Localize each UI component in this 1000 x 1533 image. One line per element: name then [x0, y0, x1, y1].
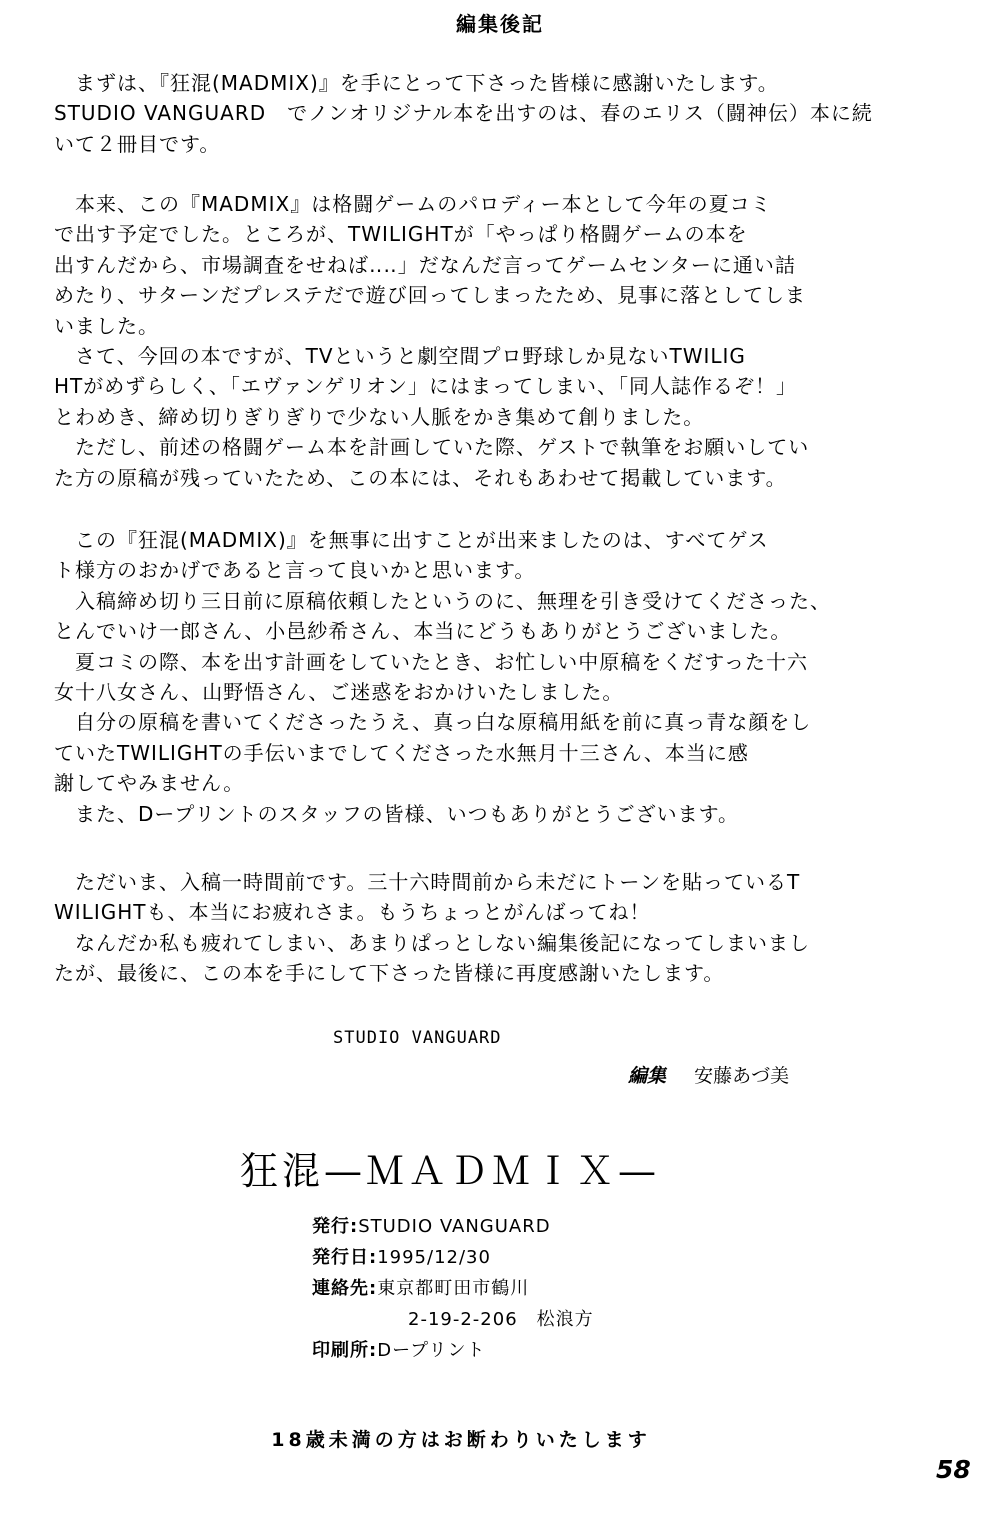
colophon-row — [312, 1335, 594, 1366]
text-line: なんだか私も疲れてしまい、あまりぱっとしない編集後記になってしまいまし — [54, 930, 810, 955]
editor-role-label: 編集 — [628, 1065, 667, 1087]
colophon-value: STUDIO VANGUARD — [358, 1216, 551, 1237]
text-line: とわめき、締め切りぎりぎりで少ない人脈をかき集めて創りました。 — [54, 404, 705, 429]
text-line: 謝してやみません。 — [54, 771, 245, 796]
age-restriction-notice: 18歳未満の方はお断わりいたします — [271, 1429, 651, 1451]
text-line: HTがめずらしく、「エヴァンゲリオン」にはまってしまい、「同人誌作るぞ！」 — [54, 374, 798, 399]
paragraph-closing — [54, 867, 954, 989]
text-line: いて２冊目です。 — [54, 131, 221, 156]
text-line: まずは、『狂混(MADMIX)』を手にとって下さった皆様に感謝いたします。 — [54, 71, 779, 95]
signature-studio: STUDIO VANGUARD — [333, 1028, 502, 1048]
text-line: ト様方のおかげであると言って良いかと思います。 — [54, 558, 536, 583]
text-line: さて、今回の本ですが、TVというと劇空間プロ野球しか見ないTWILIG — [54, 343, 746, 368]
text-line: また、Dープリントのスタッフの皆様、いつもありがとうございます。 — [54, 801, 739, 826]
colophon-label: 発行日: — [312, 1247, 378, 1268]
colophon-label: 印刷所: — [312, 1340, 378, 1361]
text-line: た方の原稿が残っていたため、この本には、それもあわせて掲載しています。 — [54, 465, 787, 490]
paragraph-thanks — [54, 525, 954, 829]
colophon-row — [312, 1304, 594, 1335]
text-line: ただし、前述の格闘ゲーム本を計画していた際、ゲストで執筆をお願いしてい — [54, 435, 810, 460]
text-line: この『狂混(MADMIX)』を無事に出すことが出来ましたのは、すべてゲス — [54, 528, 769, 552]
text-line: とんでいけ一郎さん、小邑紗希さん、本当にどうもありがとうございました。 — [54, 619, 792, 644]
book-title: 狂混—ＭＡＤＭＩＸ— — [240, 1149, 661, 1193]
text-line: 出すんだから、市場調査をせねば‥‥」だなんだ言ってゲームセンターに通い詰 — [54, 252, 796, 277]
paragraph-intro — [54, 68, 954, 159]
text-line: 本来、この『MADMIX』は格闘ゲームのパロディー本として今年の夏コミ — [54, 192, 772, 216]
colophon-value: 2-19-2-206 松浪方 — [408, 1309, 594, 1330]
page-heading: 編集後記 — [456, 12, 544, 36]
text-line: 女十八女さん、山野悟さん、ご迷惑をおかけいたしました。 — [54, 679, 624, 704]
colophon-value: 東京都町田市鶴川 — [377, 1278, 530, 1299]
colophon-value: 1995/12/30 — [377, 1247, 491, 1268]
colophon-row — [312, 1211, 594, 1242]
colophon-value: Dープリント — [377, 1340, 486, 1361]
text-line: めたり、サターンだプレステだで遊び回ってしまったため、見事に落としてしま — [54, 283, 806, 308]
editor-name: 安藤あづ美 — [694, 1065, 790, 1087]
text-line: STUDIO VANGUARD でノンオリジナル本を出すのは、春のエリス（闘神伝）本に続 — [54, 101, 873, 126]
text-line: いました。 — [54, 313, 159, 338]
text-line: 夏コミの際、本を出す計画をしていたとき、お忙しい中原稿をくだすった十六 — [54, 649, 808, 674]
signature-editor — [628, 1061, 789, 1088]
text-line: ていたTWILIGHTの手伝いまでしてくださった水無月十三さん、本当に感 — [54, 740, 749, 765]
colophon — [312, 1211, 594, 1366]
text-line: 入稿締め切り三日前に原稿依頼したというのに、無理を引き受けてくださった、 — [54, 588, 831, 613]
colophon-row — [312, 1273, 594, 1304]
colophon-row — [312, 1242, 594, 1273]
text-line: ただいま、入稿一時間前です。三十六時間前から未だにトーンを貼っているT — [54, 870, 801, 894]
colophon-label: 発行: — [312, 1216, 359, 1237]
page-number: 58 — [936, 1455, 971, 1484]
text-line: で出す予定でした。ところが、TWILIGHTが「やっぱり格闘ゲームの本を — [54, 222, 748, 247]
text-line: 自分の原稿を書いてくださったうえ、真っ白な原稿用紙を前に真っ青な顔をし — [54, 710, 812, 735]
colophon-label: 連絡先: — [312, 1278, 378, 1299]
text-line: WILIGHTも、本当にお疲れさま。もうちょっとがんばってね！ — [54, 900, 651, 925]
paragraph-background — [54, 189, 954, 493]
text-line: たが、最後に、この本を手にして下さった皆様に再度感謝いたします。 — [54, 961, 725, 986]
